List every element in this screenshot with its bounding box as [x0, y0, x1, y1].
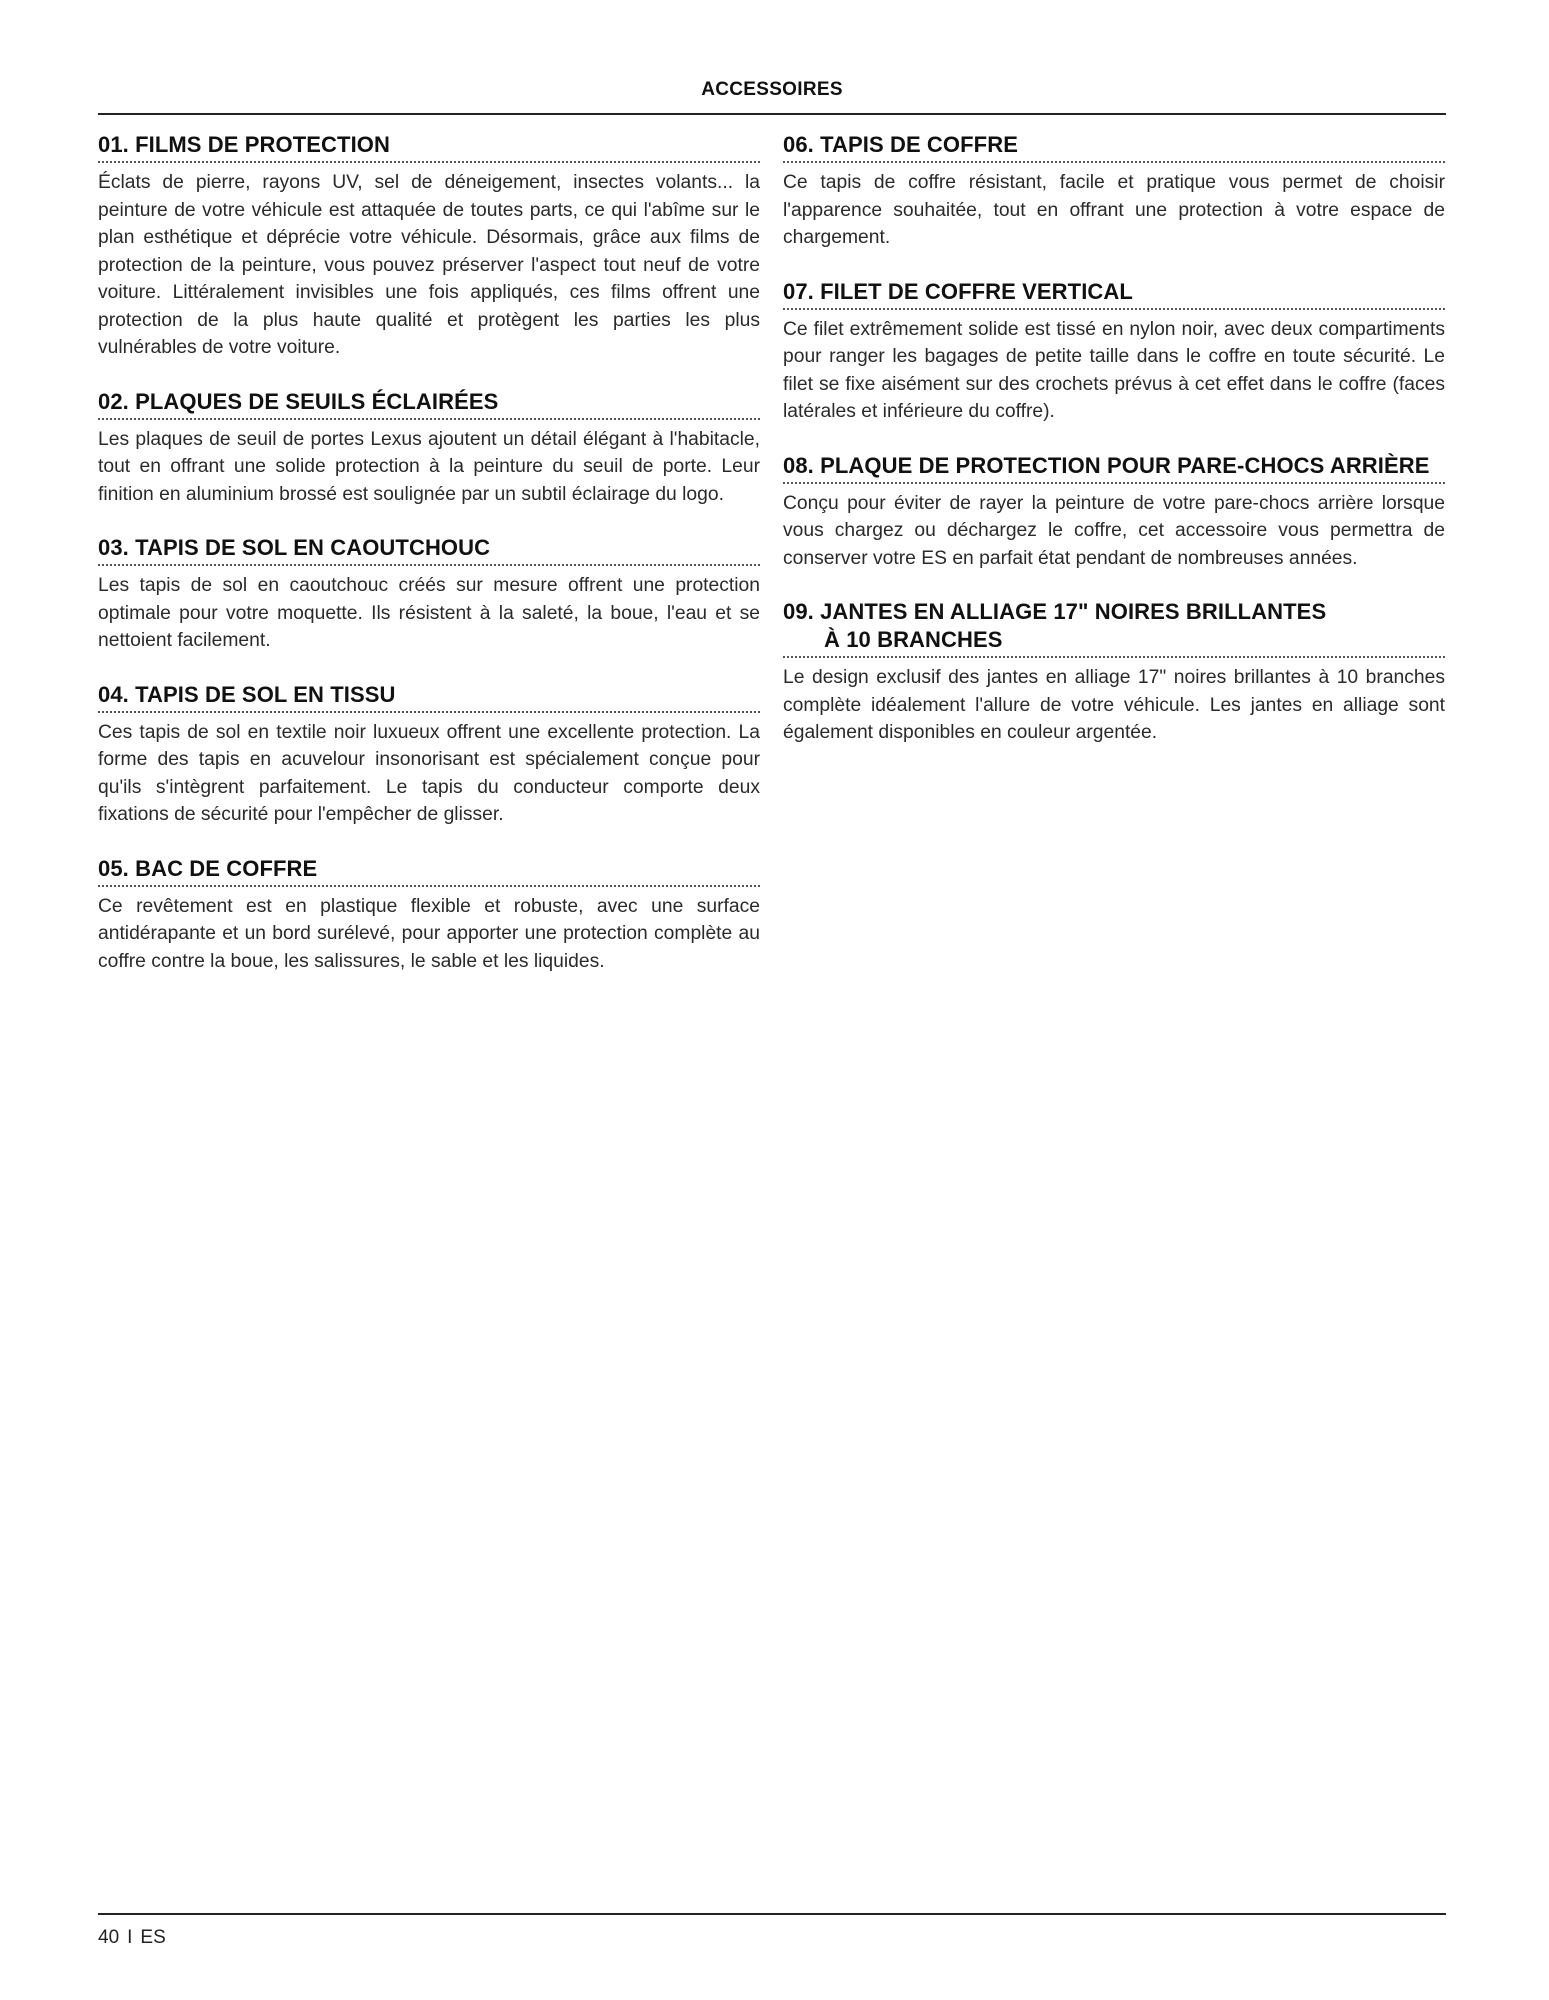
- right-column: [783, 131, 1445, 773]
- section-heading: 01. FILMS DE PROTECTION: [98, 131, 760, 163]
- section-body: Ce filet extrêmement solide est tissé en nylon noir, avec deux compartiments pour ranger les bagages de petite taille dans le coffre en toute sécurité. Le filet se fixe aisément sur des crochets prévus à cet effet dans le coffre (faces latérales et inférieure du coffre).: [783, 318, 1445, 422]
- section-tapis-de-coffre: [783, 131, 1445, 252]
- section-body: Éclats de pierre, rayons UV, sel de déneigement, insectes volants... la peinture de votre véhicule est attaquée de toutes parts, ce qui l'abîme sur le plan esthétique et déprécie votre véhicule. Désormais, grâce aux films de protection de la peinture, vous pouvez préserver l'aspect tout neuf de votre voiture. Littéralement invisibles une fois appliqués, ces films offrent une protection de la plus haute qualité et protègent les parties les plus vulnérables de votre voiture.: [98, 172, 760, 358]
- footer-model: ES: [140, 1927, 166, 1948]
- section-body: Les plaques de seuil de portes Lexus ajoutent un détail élégant à l'habitacle, tout en offrant une solide protection à la peinture du seuil de porte. Leur finition en aluminium brossé est soulignée par un subtil éclairage du logo.: [98, 428, 760, 505]
- section-heading: 04. TAPIS DE SOL EN TISSU: [98, 681, 760, 713]
- section-jantes-alliage: [783, 598, 1445, 747]
- page-footer: [98, 1913, 1446, 1951]
- section-heading: 07. FILET DE COFFRE VERTICAL: [783, 278, 1445, 310]
- section-body: Ce tapis de coffre résistant, facile et pratique vous permet de choisir l'apparence souhaitée, tout en offrant une protection à votre espace de chargement.: [783, 172, 1445, 248]
- section-heading: 03. TAPIS DE SOL EN CAOUTCHOUC: [98, 534, 760, 566]
- section-heading-line2: À 10 BRANCHES: [824, 627, 1003, 652]
- section-body: Ce revêtement est en plastique flexible et robuste, avec une surface antidérapante et un bord surélevé, pour apporter une protection complète au coffre contre la boue, les salissures, le sable et les liquides.: [98, 895, 760, 972]
- section-heading: 08. PLAQUE DE PROTECTION POUR PARE-CHOCS ARRIÈRE: [783, 452, 1445, 484]
- page-title: ACCESSOIRES: [701, 79, 843, 100]
- section-body: Les tapis de sol en caoutchouc créés sur mesure offrent une protection optimale pour votre moquette. Ils résistent à la saleté, la boue, l'eau et se nettoient facilement.: [98, 575, 760, 651]
- section-heading-line1: 09. JANTES EN ALLIAGE 17" NOIRES BRILLANTES: [783, 599, 1327, 624]
- section-plaques-de-seuils: [98, 388, 760, 509]
- page-number: 40: [98, 1927, 120, 1948]
- section-body: Conçu pour éviter de rayer la peinture de votre pare-chocs arrière lorsque vous chargez ou déchargez le coffre, cet accessoire vous permettra de conserver votre ES en parfait état pendant de nombreuses années.: [783, 492, 1445, 569]
- section-bac-de-coffre: [98, 855, 760, 976]
- section-body: Le design exclusif des jantes en alliage 17" noires brillantes à 10 branches complète idéalement l'allure de votre véhicule. Les jantes en alliage sont également disponibles en couleur argentée.: [783, 667, 1445, 743]
- section-tapis-caoutchouc: [98, 534, 760, 655]
- section-heading: 06. TAPIS DE COFFRE: [783, 131, 1445, 163]
- section-tapis-tissu: [98, 681, 760, 829]
- section-plaque-pare-chocs: [783, 452, 1445, 573]
- section-body: Ces tapis de sol en textile noir luxueux offrent une excellente protection. La forme des tapis en acuvelour insonorisant est spécialement conçue pour qu'ils s'intègrent parfaitement. Le tapis du conducteur comporte deux fixations de sécurité pour l'empêcher de glisser.: [98, 721, 760, 825]
- section-films-de-protection: [98, 131, 760, 362]
- left-column: [98, 131, 760, 1001]
- page-header: [98, 77, 1446, 115]
- section-heading-two-line: [783, 598, 1445, 658]
- section-heading: 02. PLAQUES DE SEUILS ÉCLAIRÉES: [98, 388, 760, 420]
- section-filet-de-coffre: [783, 278, 1445, 426]
- footer-separator: I: [127, 1927, 133, 1948]
- section-heading: 05. BAC DE COFFRE: [98, 855, 760, 887]
